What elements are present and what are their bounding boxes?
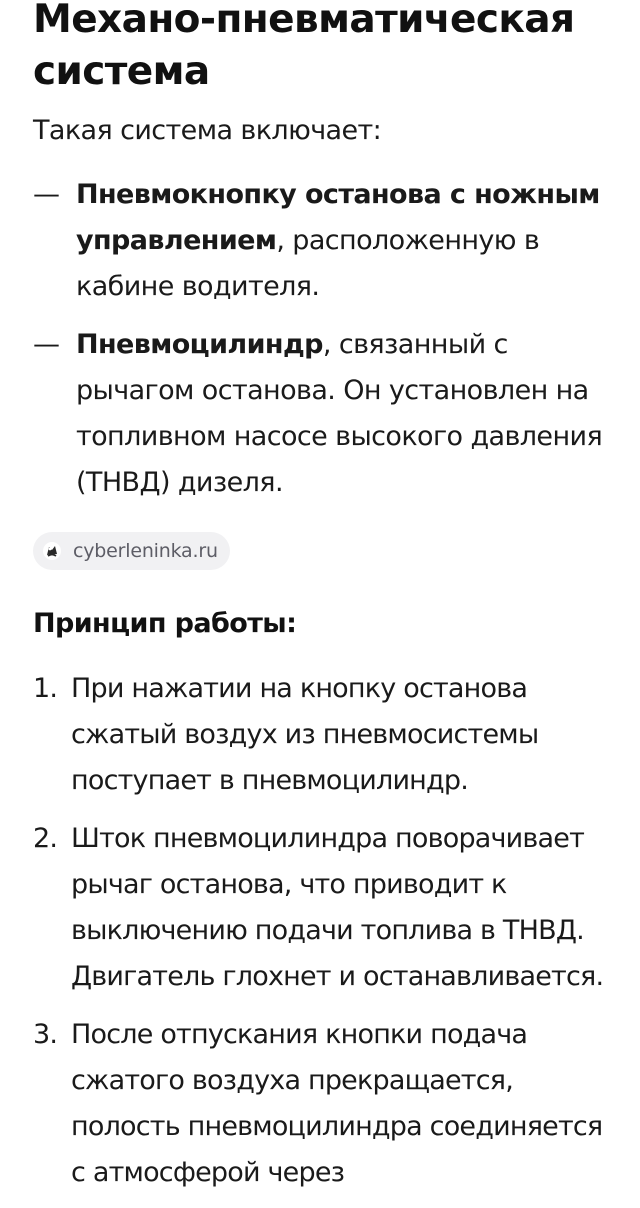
page-title: Механо-пневматическая система bbox=[33, 0, 575, 94]
step-item bbox=[33, 1012, 623, 1196]
steps-list bbox=[33, 666, 623, 1196]
step-number: 3. bbox=[33, 1019, 58, 1050]
cyberleninka-favicon-icon bbox=[41, 540, 63, 562]
list-item-text: , расположенную в кабине водителя. bbox=[76, 225, 540, 302]
step-number: 2. bbox=[33, 823, 58, 854]
step-item bbox=[33, 816, 623, 1000]
list-item bbox=[33, 172, 623, 310]
components-list bbox=[33, 172, 623, 506]
principle-heading: Принцип работы: bbox=[33, 608, 297, 639]
intro-text: Такая система включает: bbox=[33, 115, 382, 146]
list-item-text: , связанный с рычагом останова. Он установлен на топливном насосе высокого давления (ТНВД) дизеля. bbox=[76, 329, 603, 498]
step-number: 1. bbox=[33, 673, 58, 704]
list-item-bold: Пневмоцилиндр bbox=[76, 329, 323, 360]
article-content bbox=[33, 0, 623, 1208]
dash-bullet: — bbox=[33, 179, 60, 210]
dash-bullet: — bbox=[33, 329, 60, 360]
source-link[interactable] bbox=[33, 532, 230, 570]
list-item bbox=[33, 322, 623, 506]
step-text: Шток пневмоцилиндра поворачивает рычаг останова, что приводит к выключению подачи топлива в ТНВД. Двигатель глохнет и останавливается. bbox=[71, 823, 604, 992]
list-item-bold: Пневмокнопку останова с ножным управлением bbox=[76, 179, 600, 256]
source-label: cyberleninka.ru bbox=[73, 540, 218, 562]
step-text: При нажатии на кнопку останова сжатый воздух из пневмосистемы поступает в пневмоцилиндр. bbox=[71, 673, 539, 796]
step-item bbox=[33, 666, 623, 804]
step-text: После отпускания кнопки подача сжатого воздуха прекращается, полость пневмоцилиндра соединяется с атмосферой через bbox=[71, 1019, 603, 1188]
